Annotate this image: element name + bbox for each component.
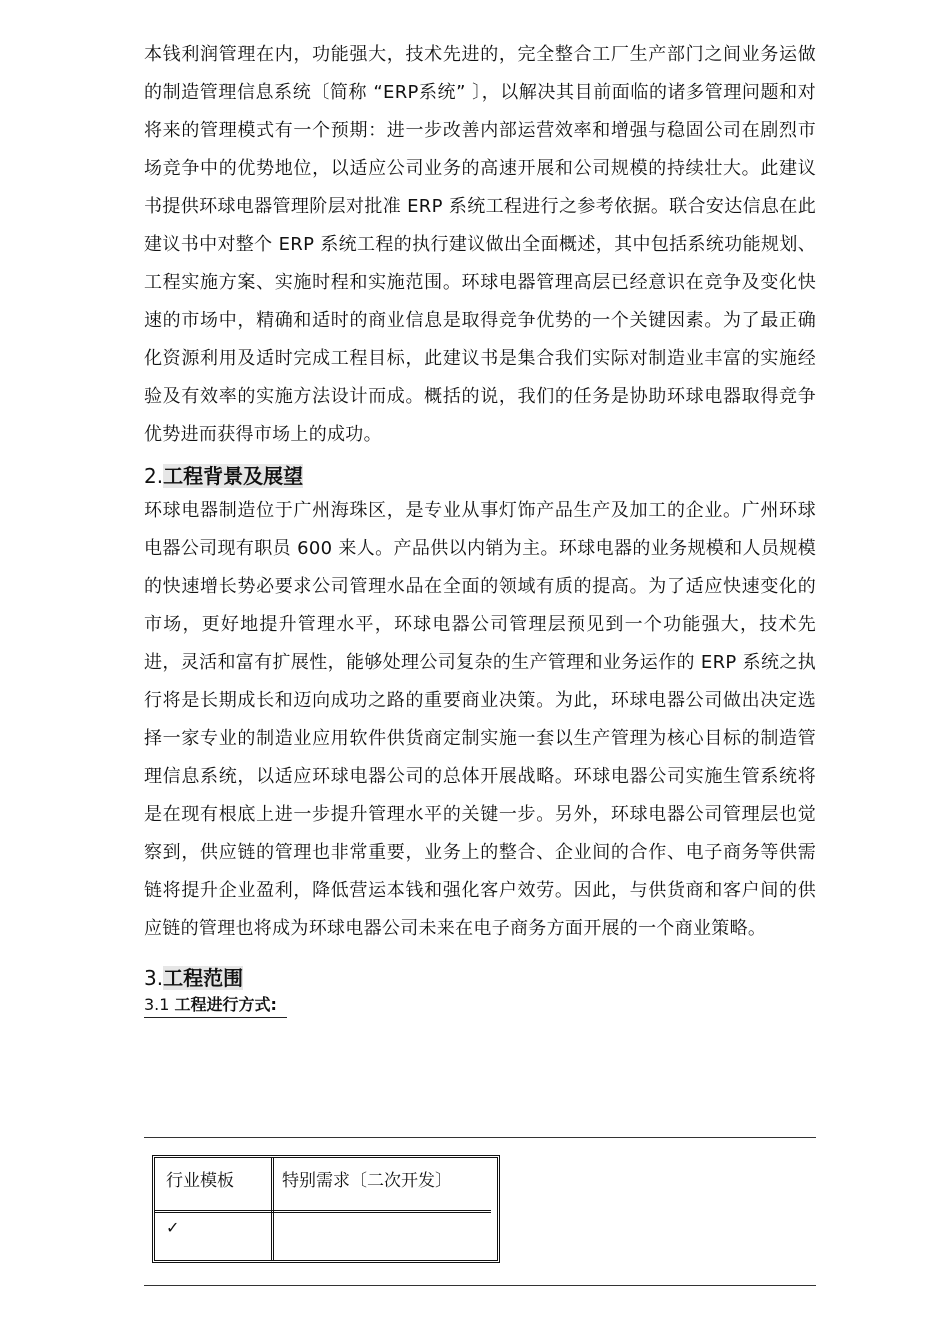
section-3-number: 3. bbox=[144, 966, 164, 990]
table-row-divider bbox=[155, 1210, 491, 1213]
table-header-template: 行业模板 bbox=[166, 1171, 234, 1191]
intro-paragraph: 本钱利润管理在内，功能强大，技术先进的，完全整合工厂生产部门之间业务运做的制造管理信息系统〔简称 “ERP系统” 〕，以解决其目前面临的诸多管理问题和对将来的管理模式有一个预期：进一步改善内部运营效率和增强与稳固公司在剧烈市场竞争中的优势地位，以适应公司业务的高速开展和公司规模的持续壮大。此建议书提供环球电器管理阶层对批准 ERP 系统工程进行之参考依据。联合安达信息在此建议书中对整个 ERP 系统工程的执行建议做出全面概述，其中包括系统功能规划、工程实施方案、实施时程和实施范围。环球电器管理高层已经意识在竞争及变化快速的市场中，精确和适时的商业信息是取得竞争优势的一个关键因素。为了最正确化资源利用及适时完成工程目标，此建议书是集合我们实际对制造业丰富的实施经验及有效率的实施方法设计而成。概括的说，我们的任务是协助环球电器取得竞争优势进而获得市场上的成功。 bbox=[144, 44, 816, 445]
subsection-3-1-heading bbox=[144, 993, 287, 1018]
section-3-heading bbox=[144, 963, 816, 993]
section-3-title: 工程范围 bbox=[163, 966, 244, 990]
table-header-custom: 特别需求〔二次开发〕 bbox=[282, 1171, 452, 1191]
document-body bbox=[144, 36, 816, 1018]
subsection-3-1-title: 工程进行方式: bbox=[174, 995, 277, 1014]
section-2-paragraph: 环球电器制造位于广州海珠区，是专业从事灯饰产品生产及加工的企业。广州环球电器公司现有职员 600 来人。产品供以内销为主。环球电器的业务规模和人员规模的快速增长势必要求公司管理水品在全面的领域有质的提高。为了适应快速变化的市场，更好地提升管理水平，环球电器公司管理层预见到一个功能强大，技术先进，灵活和富有扩展性，能够处理公司复杂的生产管理和业务运作的 ERP 系统之执行将是长期成长和迈向成功之路的重要商业决策。为此，环球电器公司做出决定选择一家专业的制造业应用软件供货商定制实施一套以生产管理为核心目标的制造管理信息系统，以适应环球电器公司的总体开展战略。环球电器公司实施生管系统将是在现有根底上进一步提升管理水平的关键一步。另外，环球电器公司管理层也觉察到，供应链的管理也非常重要，业务上的整合、企业间的合作、电子商务等供需链将提升企业盈利，降低营运本钱和强化客户效劳。因此，与供货商和客户间的供应链的管理也将成为环球电器公司未来在电子商务方面开展的一个商业策略。 bbox=[144, 500, 816, 939]
subsection-3-1-number: 3.1 bbox=[144, 995, 170, 1014]
section-2-title: 工程背景及展望 bbox=[163, 464, 304, 488]
top-divider bbox=[144, 1137, 816, 1138]
section-2-number: 2. bbox=[144, 464, 164, 488]
section-2-heading bbox=[144, 461, 816, 491]
project-mode-table bbox=[152, 1155, 500, 1263]
checkmark-icon: ✓ bbox=[166, 1218, 180, 1237]
bottom-divider bbox=[144, 1285, 816, 1286]
table-column-divider bbox=[271, 1158, 274, 1260]
